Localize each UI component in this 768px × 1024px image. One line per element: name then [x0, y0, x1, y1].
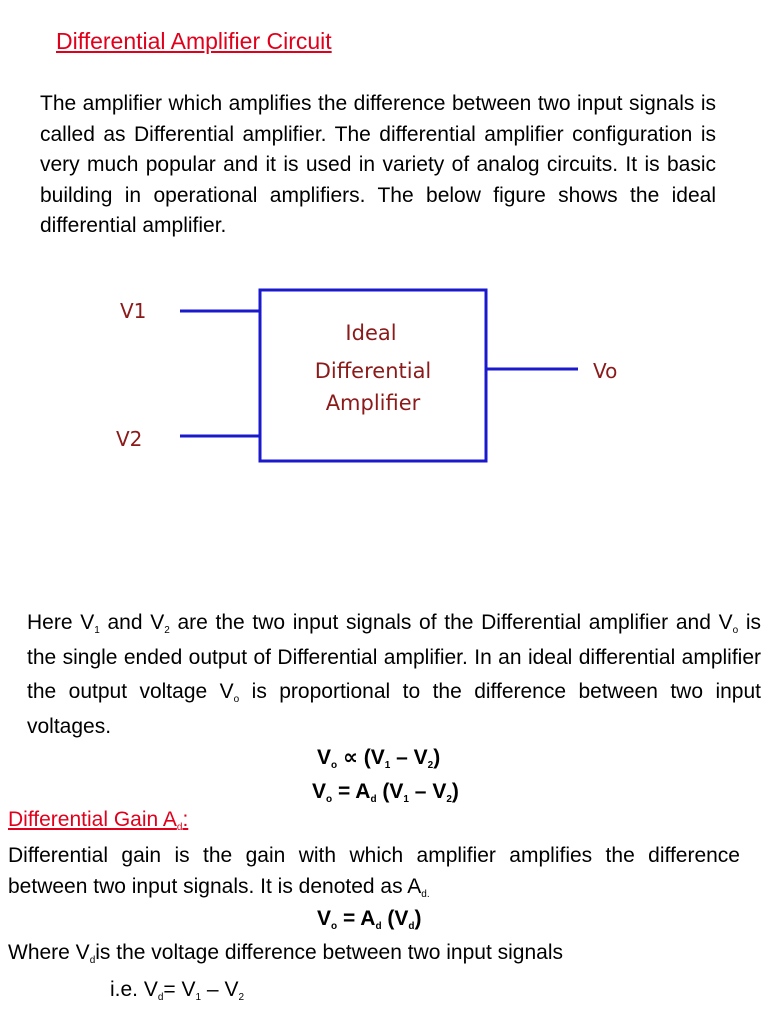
section-heading-differential-gain: Differential Gain $A_d$:: [8, 808, 189, 833]
input-2-label: V2: [116, 427, 143, 451]
intro-paragraph: The amplifier which amplifies the difference between two input signals is called as Differential amplifier. The differential amplifier configuration is very much popular and it is used in variety of analog circuits. It is basic building in operational amplifiers. The below figure shows the ideal differential amplifier.: [40, 92, 716, 237]
equation-gain: $V_o = A_d$ $(V_1 - V_2)$: [312, 780, 459, 805]
equation-proportional: $V_o \propto (V_1 - V_2)$: [317, 746, 441, 771]
box-label-line3: Amplifier: [325, 391, 421, 415]
box-label-line1: Ideal: [345, 321, 397, 345]
ie-statement: i.e. $V_d= V_1 - V_2$: [110, 978, 245, 1003]
box-label-line2: Differential: [314, 359, 432, 383]
where-statement: Where $V_dis$ the voltage difference between two input signals: [8, 941, 564, 966]
equation-differential-voltage: $V_o = A_d$ $(V_d)$: [317, 907, 422, 932]
amplifier-diagram: [100, 282, 620, 472]
input-1-label: V1: [120, 299, 147, 323]
output-label: Vo: [593, 359, 618, 383]
explanation-paragraph: Here $V_1$ and $V_2$ are the two input signals of the Differential amplifier and $V_o$ is the single ended output of Differential amplifier. In an ideal differential amplifier the output voltage $V_o$ is proportional to the difference between two input voltages.: [27, 611, 761, 738]
gain-paragraph: Differential gain is the gain with which amplifier amplifies the difference between two input signals. It is denoted as $A_{d.}$: [8, 844, 740, 900]
page-title: Differential Amplifier Circuit: [56, 28, 332, 54]
